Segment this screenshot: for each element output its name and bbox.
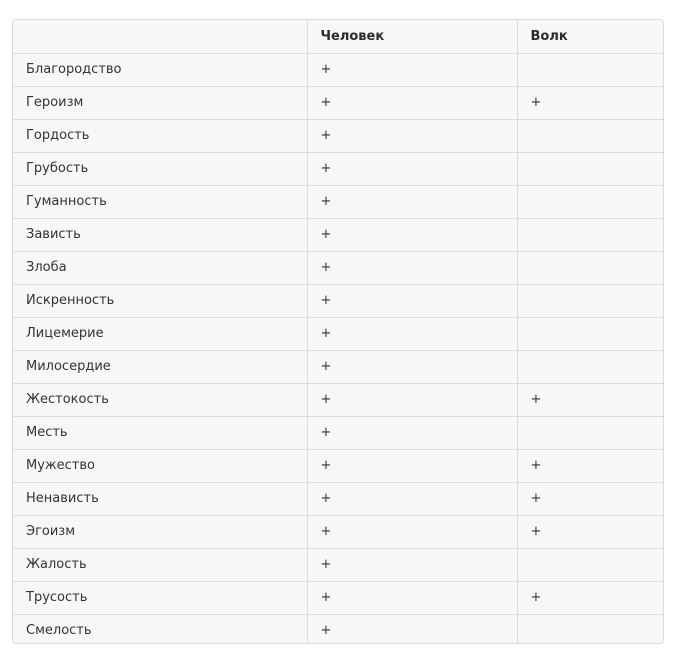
table-row	[13, 548, 664, 581]
table-header-row	[13, 20, 664, 53]
quality-cell: Мужество	[13, 449, 307, 482]
table-row	[13, 515, 664, 548]
table-row	[13, 251, 664, 284]
wolf-mark-cell: +	[517, 86, 664, 119]
header-cell-human: Человек	[307, 20, 517, 53]
table-row	[13, 416, 664, 449]
human-mark-cell: +	[307, 350, 517, 383]
human-mark-cell: +	[307, 53, 517, 86]
table-row	[13, 53, 664, 86]
wolf-mark-cell: +	[517, 383, 664, 416]
quality-cell: Месть	[13, 416, 307, 449]
human-mark-cell: +	[307, 284, 517, 317]
header-cell-quality	[13, 20, 307, 53]
quality-cell: Эгоизм	[13, 515, 307, 548]
wolf-mark-cell	[517, 317, 664, 350]
table-row	[13, 581, 664, 614]
table-row	[13, 218, 664, 251]
table-row	[13, 284, 664, 317]
table-row	[13, 350, 664, 383]
quality-cell: Трусость	[13, 581, 307, 614]
quality-cell: Злоба	[13, 251, 307, 284]
wolf-mark-cell	[517, 350, 664, 383]
comparison-table-container	[12, 19, 664, 644]
quality-cell: Жалость	[13, 548, 307, 581]
wolf-mark-cell	[517, 218, 664, 251]
wolf-mark-cell: +	[517, 449, 664, 482]
table-row	[13, 119, 664, 152]
quality-cell: Гуманность	[13, 185, 307, 218]
human-mark-cell: +	[307, 119, 517, 152]
quality-cell: Грубость	[13, 152, 307, 185]
human-mark-cell: +	[307, 416, 517, 449]
quality-cell: Ненависть	[13, 482, 307, 515]
table-row	[13, 86, 664, 119]
table-row	[13, 383, 664, 416]
quality-cell: Гордость	[13, 119, 307, 152]
human-mark-cell: +	[307, 317, 517, 350]
quality-cell: Искренность	[13, 284, 307, 317]
quality-cell: Милосердие	[13, 350, 307, 383]
wolf-mark-cell	[517, 152, 664, 185]
human-mark-cell: +	[307, 152, 517, 185]
human-mark-cell: +	[307, 614, 517, 644]
table-row	[13, 614, 664, 644]
wolf-mark-cell	[517, 284, 664, 317]
table-row	[13, 185, 664, 218]
human-mark-cell: +	[307, 449, 517, 482]
human-mark-cell: +	[307, 251, 517, 284]
quality-cell: Жестокость	[13, 383, 307, 416]
human-mark-cell: +	[307, 515, 517, 548]
quality-cell: Зависть	[13, 218, 307, 251]
wolf-mark-cell: +	[517, 482, 664, 515]
human-mark-cell: +	[307, 185, 517, 218]
wolf-mark-cell	[517, 548, 664, 581]
wolf-mark-cell	[517, 119, 664, 152]
human-mark-cell: +	[307, 581, 517, 614]
human-mark-cell: +	[307, 383, 517, 416]
quality-cell: Лицемерие	[13, 317, 307, 350]
wolf-mark-cell	[517, 185, 664, 218]
quality-cell: Благородство	[13, 53, 307, 86]
table-row	[13, 482, 664, 515]
human-mark-cell: +	[307, 218, 517, 251]
wolf-mark-cell: +	[517, 515, 664, 548]
header-cell-wolf: Волк	[517, 20, 664, 53]
table-row	[13, 152, 664, 185]
wolf-mark-cell: +	[517, 581, 664, 614]
quality-cell: Героизм	[13, 86, 307, 119]
comparison-table	[13, 20, 664, 644]
quality-cell: Смелость	[26, 623, 92, 639]
wolf-mark-cell	[517, 53, 664, 86]
table-row	[13, 449, 664, 482]
wolf-mark-cell	[517, 614, 664, 644]
human-mark-cell: +	[307, 482, 517, 515]
human-mark-cell: +	[307, 548, 517, 581]
wolf-mark-cell	[517, 416, 664, 449]
human-mark-cell: +	[307, 86, 517, 119]
wolf-mark-cell	[517, 251, 664, 284]
table-row	[13, 317, 664, 350]
